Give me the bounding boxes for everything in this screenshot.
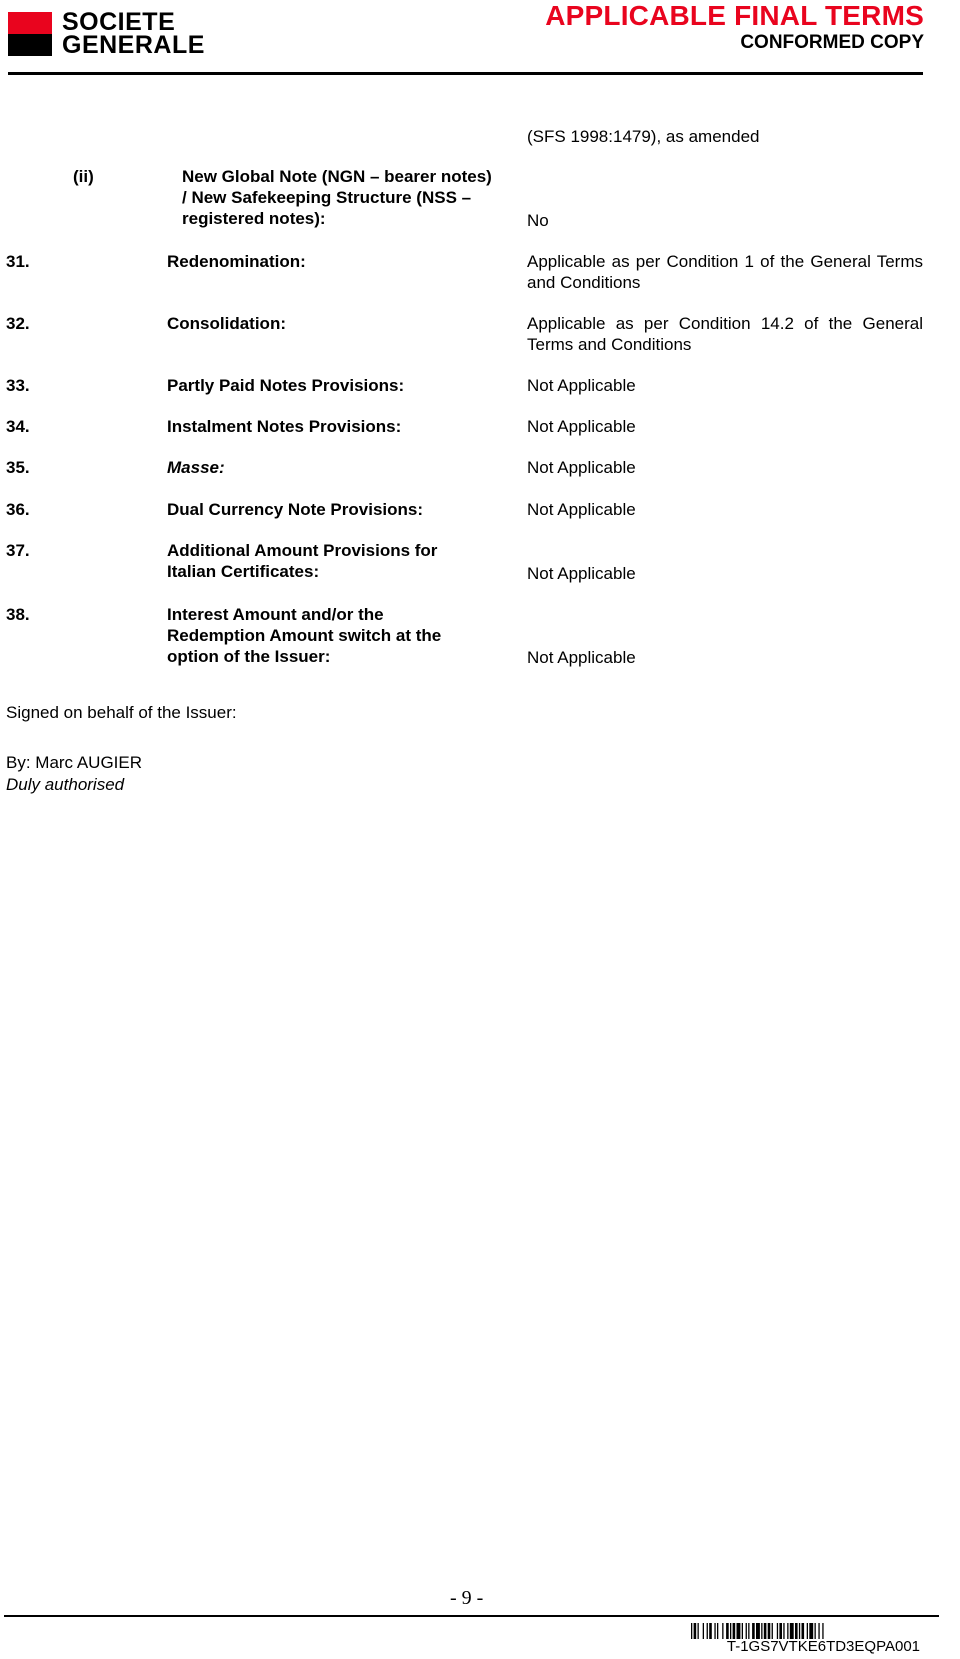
header-subtitle: CONFORMED COPY: [740, 32, 924, 53]
signatory-title: Duly authorised: [6, 775, 125, 794]
header-divider: [8, 72, 923, 75]
sub-item-label: New Global Note (NGN – bearer notes) / New Safekeeping Structure (NSS – registered notes):: [182, 167, 492, 228]
item-label: Additional Amount Provisions for Italian Certificates:: [167, 541, 438, 581]
signatory-name: By: Marc AUGIER: [6, 753, 143, 772]
item-label: Partly Paid Notes Provisions:: [167, 376, 405, 395]
barcode-graphic: [691, 1623, 936, 1639]
item-label: Dual Currency Note Provisions:: [167, 500, 424, 519]
item-label: Redenomination:: [167, 252, 306, 271]
item-label: Instalment Notes Provisions:: [167, 417, 402, 436]
barcode-text: T-1GS7VTKE6TD3EQPA001: [726, 1638, 920, 1655]
item-number: 32.: [6, 314, 30, 333]
item-value: Not Applicable: [527, 564, 636, 583]
item-label: Interest Amount and/or the Redemption Amount switch at the option of the Issuer:: [167, 605, 442, 666]
signed-on-behalf-text: Signed on behalf of the Issuer:: [6, 703, 237, 722]
logo-wordmark-line1: SOCIETE: [62, 8, 176, 36]
item-value: Not Applicable: [527, 417, 636, 436]
item-value: Not Applicable: [527, 458, 636, 477]
logo-wordmark: [62, 8, 205, 59]
logo-black-square: [8, 34, 52, 56]
item-number: 38.: [6, 605, 30, 624]
sub-item-value: No: [527, 211, 549, 230]
sub-item-number: (ii): [73, 167, 94, 186]
page-number: - 9 -: [450, 1587, 484, 1609]
item-value: Not Applicable: [527, 648, 636, 667]
logo-red-square: [8, 12, 52, 34]
continuation-text: (SFS 1998:1479), as amended: [527, 127, 760, 146]
societe-generale-logo: [8, 8, 233, 60]
item-number: 35.: [6, 458, 30, 477]
item-number: 31.: [6, 252, 30, 271]
item-label: Consolidation:: [167, 314, 286, 333]
item-value: Not Applicable: [527, 500, 636, 519]
item-value: Applicable as per Condition 14.2 of the General Terms and Conditions: [527, 314, 923, 354]
logo-wordmark-line2: GENERALE: [62, 31, 205, 59]
item-label: Masse:: [167, 458, 225, 477]
item-value: Applicable as per Condition 1 of the General Terms and Conditions: [527, 252, 923, 292]
item-value: Not Applicable: [527, 376, 636, 395]
footer-divider: [4, 1615, 939, 1617]
item-number: 33.: [6, 376, 30, 395]
item-number: 34.: [6, 417, 30, 436]
item-number: 36.: [6, 500, 30, 519]
item-number: 37.: [6, 541, 30, 560]
header-title: APPLICABLE FINAL TERMS: [545, 0, 924, 31]
